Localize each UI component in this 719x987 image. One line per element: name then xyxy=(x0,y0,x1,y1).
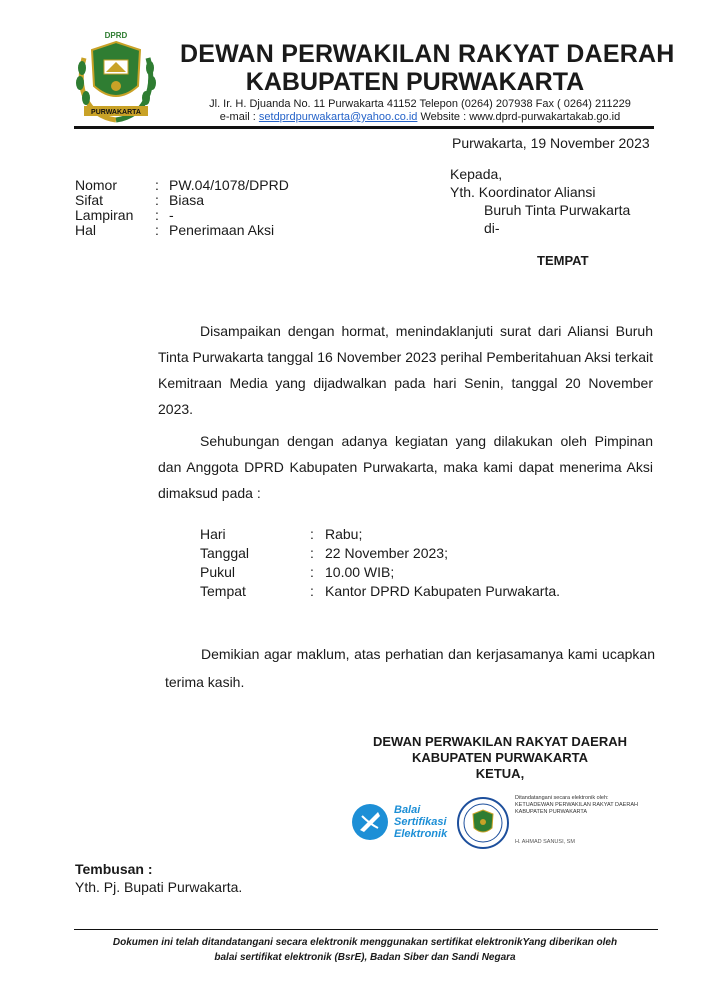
meta-value: Biasa xyxy=(169,192,205,208)
bsre-text xyxy=(394,804,447,840)
closing-paragraph xyxy=(165,640,655,696)
meta-colon: : xyxy=(155,177,159,193)
org-contact xyxy=(190,111,650,123)
detail-value: 22 November 2023; xyxy=(325,545,448,561)
meta-label: Nomor xyxy=(75,177,118,193)
footer-line: balai sertifikat elektronik (BsrE), Badan Siber dan Sandi Negara xyxy=(214,952,516,963)
recipient-place: TEMPAT xyxy=(537,253,589,268)
signature-block xyxy=(340,734,660,782)
signature-line: KETUA, xyxy=(475,766,525,781)
email-link[interactable]: setdprdpurwakarta@yahoo.co.id xyxy=(258,111,418,123)
note-line: Ditandatangani secara elektronik oleh: xyxy=(515,795,609,801)
meta-value: - xyxy=(169,207,174,223)
website-prefix: Website : xyxy=(417,111,470,123)
detail-label: Hari xyxy=(200,526,226,542)
bsre-line: Balai xyxy=(394,804,421,816)
meta-label: Sifat xyxy=(75,192,104,208)
tembusan-title: Tembusan : xyxy=(75,861,153,877)
note-line: KETUADEWAN PERWAKILAN RAKYAT DAERAH xyxy=(515,802,638,808)
meta-label: Hal xyxy=(75,222,97,238)
detail-colon: : xyxy=(310,583,314,599)
logo-bottom-text: PURWAKARTA xyxy=(91,109,141,116)
detail-label: Pukul xyxy=(200,564,236,580)
body-paragraph: Disampaikan dengan hormat, menindaklanjuti surat dari Aliansi Buruh Tinta Purwakarta tanggal 16 November 2023 perihal Pemberitahuan Aksi terkait Kemitraan Media yang dijadwalkan pada hari Senin, tanggal 20 November 2023. xyxy=(158,323,653,417)
detail-label: Tempat xyxy=(200,583,246,599)
note-line: KABUPATEN PURWAKARTA xyxy=(515,809,588,815)
bsre-line: Elektronik xyxy=(394,828,448,840)
detail-label: Tanggal xyxy=(200,545,250,561)
e-signature-note xyxy=(515,795,638,816)
meta-label: Lampiran xyxy=(75,207,134,223)
letter-date: Purwakarta, 19 November 2023 xyxy=(452,135,650,151)
closing-text: Demikian agar maklum, atas perhatian dan kerjasamanya kami ucapkan terima kasih. xyxy=(165,646,655,690)
meta-colon: : xyxy=(155,192,159,208)
footer-divider xyxy=(74,929,658,930)
detail-value: Kantor DPRD Kabupaten Purwakarta. xyxy=(325,583,561,599)
tembusan-item: Yth. Pj. Bupati Purwakarta. xyxy=(75,879,243,895)
org-name-line2: KABUPATEN PURWAKARTA xyxy=(245,68,585,96)
footer-line: Dokumen ini telah ditandatangani secara elektronik menggunakan sertifikat elektronikYang diberikan oleh xyxy=(112,937,618,948)
meta-value: Penerimaan Aksi xyxy=(169,222,275,238)
recipient-block xyxy=(450,165,630,237)
official-seal-icon xyxy=(456,796,510,850)
recipient-line: Yth. Koordinator Aliansi xyxy=(450,184,596,200)
bsre-logo xyxy=(350,800,454,844)
signature-line: DEWAN PERWAKILAN RAKYAT DAERAH xyxy=(373,734,627,749)
signatory-name: H. AHMAD SANUSI, SM xyxy=(515,839,575,845)
bsre-line: Sertifikasi xyxy=(394,816,447,828)
recipient-line: Kepada, xyxy=(450,166,503,182)
letterhead-divider xyxy=(74,126,654,129)
detail-value: 10.00 WIB; xyxy=(325,564,395,580)
dprd-logo xyxy=(66,28,166,128)
body-paragraph: Sehubungan dengan adanya kegiatan yang dilakukan oleh Pimpinan dan Anggota DPRD Kabupaten Purwakarta, maka kami dapat menerima Aksi dimaksud pada : xyxy=(158,433,653,501)
detail-colon: : xyxy=(310,545,314,561)
letter-body xyxy=(158,318,653,506)
detail-colon: : xyxy=(310,526,314,542)
meta-value: PW.04/1078/DPRD xyxy=(169,177,289,193)
detail-colon: : xyxy=(310,564,314,580)
org-address: Jl. Ir. H. Djuanda No. 11 Purwakarta 41152 Telepon (0264) 207938 Fax ( 0264) 211229 xyxy=(209,98,631,110)
signature-line: KABUPATEN PURWAKARTA xyxy=(412,750,588,765)
email-prefix: e-mail : xyxy=(219,111,259,123)
detail-value: Rabu; xyxy=(325,526,363,542)
recipient-line: Buruh Tinta Purwakarta xyxy=(484,202,631,218)
website-link[interactable]: www.dprd-purwakartakab.go.id xyxy=(469,111,621,123)
recipient-line: di- xyxy=(484,220,500,236)
bsre-emblem-icon xyxy=(350,802,390,842)
meta-colon: : xyxy=(155,222,159,238)
org-name-line1: DEWAN PERWAKILAN RAKYAT DAERAH xyxy=(180,40,675,68)
meta-colon: : xyxy=(155,207,159,223)
footer-note xyxy=(70,935,660,965)
logo-top-text: DPRD xyxy=(104,31,128,40)
